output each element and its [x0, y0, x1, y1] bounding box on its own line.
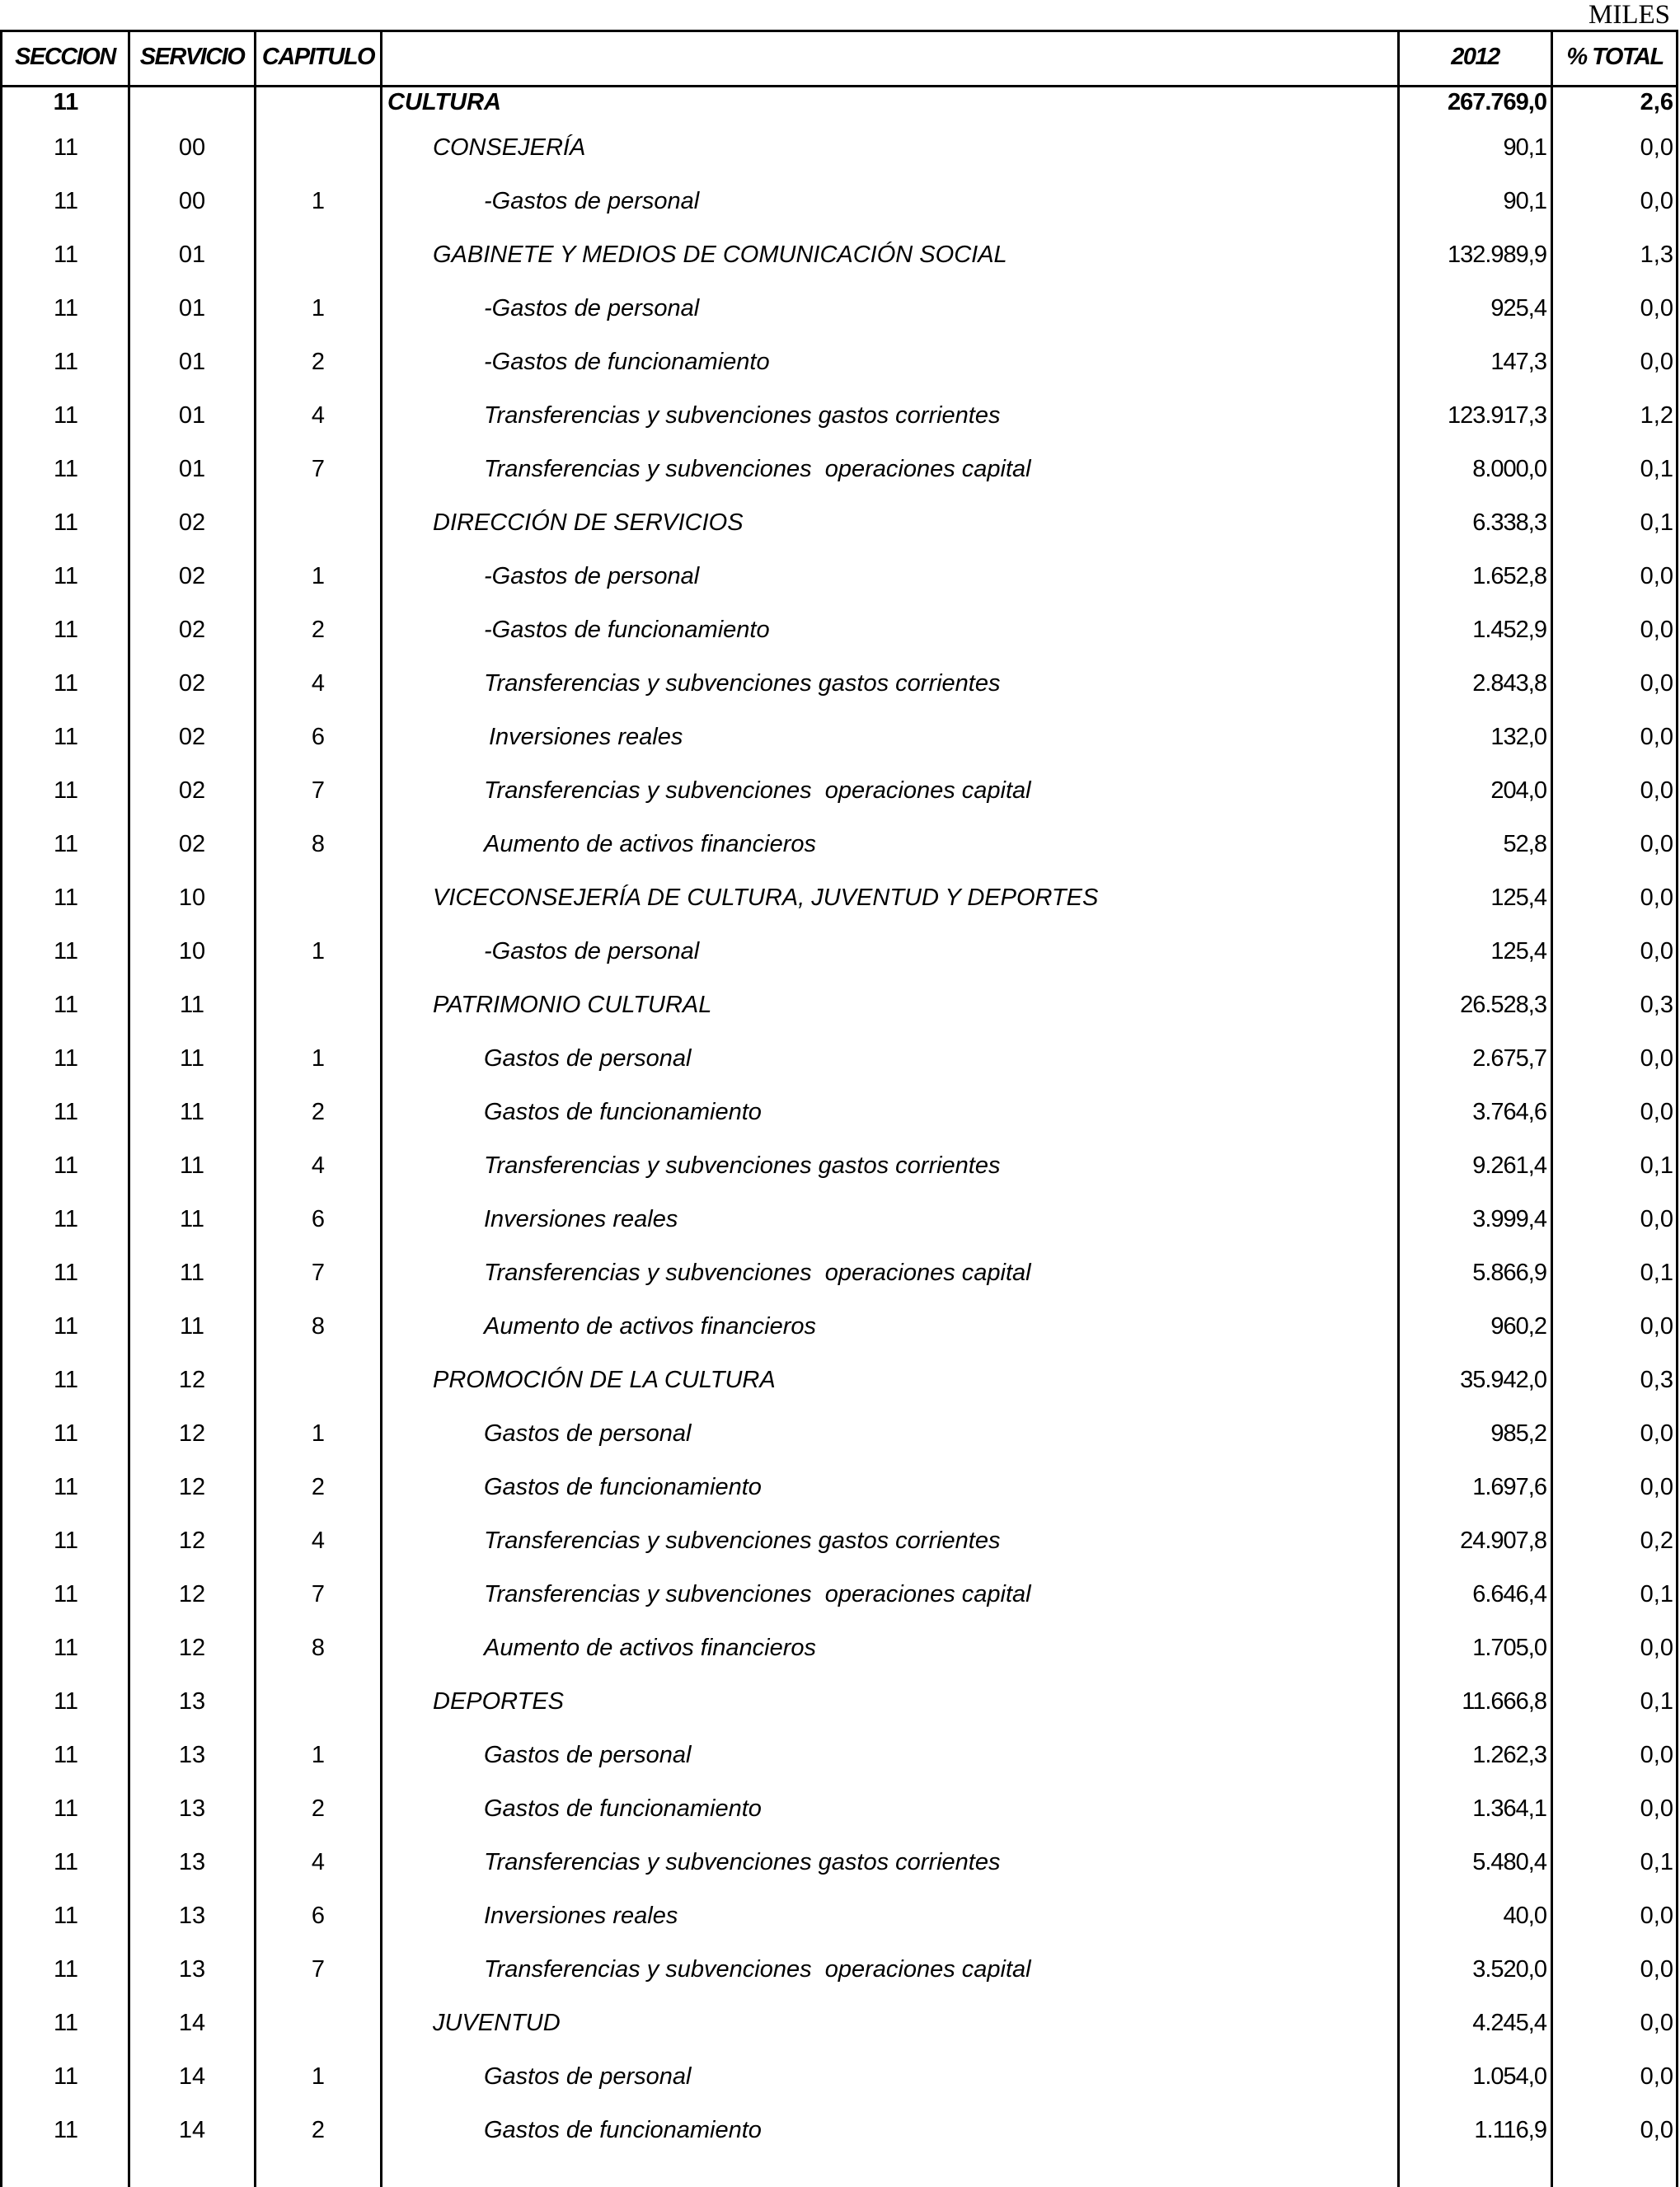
cell-capitulo: 1: [311, 188, 326, 214]
cell-pct-total: 0,1: [1640, 456, 1673, 482]
cell-descripcion: PROMOCIÓN DE LA CULTURA: [433, 1367, 776, 1393]
cell-servicio: [130, 87, 254, 124]
cell-servicio: 11: [179, 1045, 205, 1072]
header-seccion: SECCION: [15, 44, 115, 70]
table-row: [0, 1035, 1678, 1089]
cell-pct-total: 0,0: [1640, 1956, 1673, 1983]
table-row: [0, 767, 1678, 821]
table-row: [0, 1464, 1678, 1518]
header-capitulo: CAPITULO: [261, 44, 375, 70]
cell-seccion: 11: [53, 1688, 79, 1715]
cell-pct-total: 0,0: [1640, 1206, 1673, 1232]
cell-descripcion: Gastos de personal: [484, 2063, 692, 2090]
cell-descripcion: Transferencias y subvenciones gastos corrientes: [484, 1849, 1001, 1875]
table-row: [0, 178, 1678, 232]
table-row: [0, 875, 1678, 928]
cell-amount: 90,1: [1503, 188, 1546, 214]
table-row: [0, 339, 1678, 392]
table-row-total: [0, 87, 1678, 124]
cell-descripcion: Transferencias y subvenciones gastos corrientes: [484, 1152, 1001, 1179]
cell-pct-total: 0,1: [1640, 509, 1673, 536]
cell-servicio: 02: [178, 509, 206, 536]
cell-amount: 35.942,0: [1460, 1367, 1546, 1393]
cell-descripcion: -Gastos de personal: [484, 188, 700, 214]
cell-servicio: 13: [178, 1956, 206, 1983]
table-row: [0, 714, 1678, 767]
cell-capitulo: 4: [311, 1849, 326, 1875]
cell-seccion: 11: [53, 1635, 79, 1661]
cell-seccion: 11: [53, 1474, 79, 1500]
cell-pct-total: 0,0: [1640, 134, 1673, 161]
cell-pct-total: 2,6: [1640, 89, 1673, 115]
cell-servicio: 12: [178, 1420, 206, 1447]
header-servicio: SERVICIO: [139, 44, 245, 70]
cell-seccion: 11: [53, 1528, 79, 1554]
cell-pct-total: 0,1: [1640, 1849, 1673, 1875]
cell-pct-total: 0,0: [1640, 2010, 1673, 2036]
cell-seccion: 11: [53, 1152, 79, 1179]
cell-pct-total: 0,0: [1640, 1045, 1673, 1072]
cell-amount: 3.999,4: [1472, 1206, 1546, 1232]
cell-servicio: 11: [179, 1099, 205, 1125]
cell-capitulo: [256, 1678, 380, 1732]
cell-servicio: 02: [178, 563, 206, 589]
cell-descripcion: Gastos de funcionamiento: [484, 1099, 762, 1125]
cell-pct-total: 0,2: [1640, 1528, 1673, 1554]
cell-capitulo: 1: [311, 1742, 326, 1768]
cell-descripcion: Transferencias y subvenciones operaciones capital: [484, 456, 1031, 482]
cell-amount: 2.675,7: [1472, 1045, 1546, 1072]
cell-servicio: 02: [178, 617, 206, 643]
table-row: [0, 1786, 1678, 1839]
table-row: [0, 1250, 1678, 1303]
cell-servicio: 13: [178, 1688, 206, 1715]
cell-amount: 11.666,8: [1462, 1688, 1546, 1715]
cell-servicio: 12: [178, 1367, 206, 1393]
cell-amount: 123.917,3: [1447, 402, 1546, 429]
cell-pct-total: 0,1: [1640, 1260, 1673, 1286]
cell-descripcion: -Gastos de personal: [484, 295, 700, 321]
cell-amount: 960,2: [1490, 1313, 1546, 1340]
cell-amount: 5.480,4: [1472, 1849, 1546, 1875]
table-header: [0, 30, 1678, 87]
cell-capitulo: [256, 500, 380, 553]
cell-pct-total: 0,0: [1640, 563, 1673, 589]
cell-pct-total: 0,0: [1640, 1795, 1673, 1822]
cell-pct-total: 0,0: [1640, 2063, 1673, 2090]
cell-amount: 204,0: [1490, 777, 1546, 804]
cell-capitulo: 2: [311, 349, 326, 375]
cell-pct-total: 0,0: [1640, 1420, 1673, 1447]
table-row: [0, 1839, 1678, 1893]
cell-descripcion: GABINETE Y MEDIOS DE COMUNICACIÓN SOCIAL: [433, 242, 1007, 268]
cell-pct-total: 0,0: [1640, 1903, 1673, 1929]
cell-pct-total: 0,0: [1640, 938, 1673, 964]
cell-amount: 24.907,8: [1460, 1528, 1546, 1554]
cell-seccion: 11: [53, 2117, 79, 2143]
cell-amount: 1.652,8: [1472, 563, 1546, 589]
cell-amount: 26.528,3: [1460, 992, 1546, 1018]
cell-pct-total: 0,0: [1640, 1474, 1673, 1500]
table-row: [0, 392, 1678, 446]
cell-capitulo: 4: [311, 1528, 326, 1554]
table-row: [0, 553, 1678, 607]
cell-seccion: 11: [53, 456, 79, 482]
cell-pct-total: 0,1: [1640, 1152, 1673, 1179]
cell-capitulo: 7: [311, 1956, 326, 1983]
cell-amount: 125,4: [1490, 938, 1546, 964]
cell-servicio: 11: [179, 1152, 205, 1179]
cell-amount: 1.697,6: [1472, 1474, 1546, 1500]
cell-capitulo: [256, 87, 380, 124]
table-row: [0, 982, 1678, 1035]
table-row: [0, 2000, 1678, 2053]
cell-pct-total: 0,0: [1640, 188, 1673, 214]
cell-amount: 2.843,8: [1472, 670, 1546, 697]
cell-descripcion: Aumento de activos financieros: [484, 1635, 816, 1661]
cell-seccion: 11: [53, 1903, 79, 1929]
cell-pct-total: 0,0: [1640, 831, 1673, 857]
cell-descripcion: JUVENTUD: [433, 2010, 561, 2036]
cell-amount: 4.245,4: [1472, 2010, 1546, 2036]
cell-capitulo: 8: [311, 1313, 326, 1340]
cell-servicio: 13: [178, 1795, 206, 1822]
table-row: [0, 1089, 1678, 1143]
cell-capitulo: [256, 2000, 380, 2053]
cell-descripcion: Gastos de funcionamiento: [484, 2117, 762, 2143]
cell-servicio: 13: [178, 1849, 206, 1875]
cell-capitulo: 6: [311, 1206, 326, 1232]
cell-servicio: 12: [178, 1474, 206, 1500]
cell-servicio: 01: [178, 402, 206, 429]
cell-descripcion: Transferencias y subvenciones operaciones capital: [484, 1260, 1031, 1286]
table-row: [0, 1143, 1678, 1196]
cell-servicio: 14: [178, 2010, 206, 2036]
cell-descripcion: Transferencias y subvenciones gastos corrientes: [484, 402, 1001, 429]
cell-seccion: 11: [53, 1045, 79, 1072]
cell-amount: 52,8: [1503, 831, 1546, 857]
cell-seccion: 11: [53, 242, 79, 268]
cell-seccion: 11: [53, 1206, 79, 1232]
cell-seccion: 11: [53, 1313, 79, 1340]
cell-pct-total: 0,1: [1640, 1581, 1673, 1607]
cell-pct-total: 0,0: [1640, 885, 1673, 911]
cell-servicio: 01: [178, 456, 206, 482]
cell-seccion: 11: [53, 938, 79, 964]
cell-pct-total: 0,0: [1640, 777, 1673, 804]
header-year: 2012: [1451, 44, 1499, 70]
cell-seccion: 11: [53, 1420, 79, 1447]
cell-descripcion: Gastos de personal: [484, 1420, 692, 1447]
cell-capitulo: [256, 232, 380, 285]
cell-seccion: 11: [53, 617, 79, 643]
cell-servicio: 02: [178, 777, 206, 804]
cell-seccion: 11: [53, 1367, 79, 1393]
cell-capitulo: 1: [311, 938, 326, 964]
unit-label: MILES: [1588, 0, 1670, 30]
table-row: [0, 1357, 1678, 1410]
cell-amount: 267.769,0: [1447, 89, 1546, 115]
cell-capitulo: [256, 982, 380, 1035]
table-body: [0, 87, 1678, 2161]
cell-seccion: 11: [53, 1260, 79, 1286]
cell-seccion: 11: [53, 2010, 79, 2036]
cell-seccion: 11: [53, 670, 79, 697]
cell-pct-total: 0,0: [1640, 1099, 1673, 1125]
cell-descripcion: Transferencias y subvenciones operaciones capital: [484, 1956, 1031, 1983]
cell-descripcion: Aumento de activos financieros: [484, 1313, 816, 1340]
cell-capitulo: 6: [311, 1903, 326, 1929]
cell-capitulo: 8: [311, 831, 326, 857]
table-row: [0, 1303, 1678, 1357]
table-row: [0, 821, 1678, 875]
cell-servicio: 12: [178, 1581, 206, 1607]
cell-seccion: 11: [53, 509, 79, 536]
cell-servicio: 11: [179, 992, 205, 1018]
table-row: [0, 1196, 1678, 1250]
cell-servicio: 14: [178, 2063, 206, 2090]
cell-amount: 132,0: [1490, 724, 1546, 750]
cell-capitulo: 1: [311, 295, 326, 321]
cell-servicio: 10: [178, 885, 206, 911]
table-row: [0, 607, 1678, 660]
cell-descripcion: VICECONSEJERÍA DE CULTURA, JUVENTUD Y DEPORTES: [433, 885, 1099, 911]
cell-capitulo: 7: [311, 456, 326, 482]
cell-seccion: 11: [53, 724, 79, 750]
cell-servicio: 01: [178, 295, 206, 321]
cell-descripcion: -Gastos de personal: [484, 563, 700, 589]
cell-seccion: 11: [53, 1099, 79, 1125]
table-row: [0, 928, 1678, 982]
cell-descripcion: DEPORTES: [433, 1688, 565, 1715]
table-row: [0, 1893, 1678, 1946]
cell-pct-total: 1,3: [1640, 242, 1673, 268]
cell-seccion: 11: [53, 992, 79, 1018]
cell-capitulo: 2: [311, 1099, 326, 1125]
cell-amount: 90,1: [1503, 134, 1546, 161]
cell-servicio: 13: [178, 1903, 206, 1929]
cell-servicio: 00: [178, 188, 206, 214]
cell-amount: 1.054,0: [1472, 2063, 1546, 2090]
cell-capitulo: 1: [311, 1045, 326, 1072]
cell-seccion: 11: [53, 402, 79, 429]
cell-capitulo: 7: [311, 1581, 326, 1607]
cell-capitulo: 4: [311, 1152, 326, 1179]
cell-servicio: 01: [178, 349, 206, 375]
cell-servicio: 12: [178, 1528, 206, 1554]
cell-seccion: 11: [53, 2063, 79, 2090]
cell-descripcion: Inversiones reales: [484, 1903, 678, 1929]
cell-seccion: 11: [53, 831, 79, 857]
cell-seccion: 11: [53, 885, 79, 911]
cell-seccion: 11: [53, 134, 79, 161]
cell-amount: 3.764,6: [1472, 1099, 1546, 1125]
cell-amount: 147,3: [1490, 349, 1546, 375]
cell-descripcion: Gastos de personal: [484, 1742, 692, 1768]
cell-descripcion: Gastos de funcionamiento: [484, 1795, 762, 1822]
cell-capitulo: 2: [311, 1474, 326, 1500]
cell-descripcion: Inversiones reales: [484, 1206, 678, 1232]
cell-descripcion: -Gastos de funcionamiento: [484, 349, 770, 375]
cell-descripcion: Gastos de funcionamiento: [484, 1474, 762, 1500]
cell-amount: 8.000,0: [1472, 456, 1546, 482]
cell-pct-total: 1,2: [1640, 402, 1673, 429]
cell-amount: 6.338,3: [1472, 509, 1546, 536]
cell-capitulo: [256, 124, 380, 178]
cell-pct-total: 0,0: [1640, 1742, 1673, 1768]
table-row: [0, 1625, 1678, 1678]
table-row: [0, 1732, 1678, 1786]
cell-capitulo: 1: [311, 1420, 326, 1447]
cell-capitulo: 6: [311, 724, 326, 750]
cell-descripcion: Transferencias y subvenciones operaciones capital: [484, 777, 1031, 804]
table-row: [0, 1946, 1678, 2000]
cell-capitulo: 1: [311, 2063, 326, 2090]
cell-capitulo: 7: [311, 1260, 326, 1286]
cell-pct-total: 0,0: [1640, 2117, 1673, 2143]
cell-seccion: 11: [53, 188, 79, 214]
table-row: [0, 1571, 1678, 1625]
table-row: [0, 232, 1678, 285]
table-row: [0, 660, 1678, 714]
table-row: [0, 1518, 1678, 1571]
cell-servicio: 12: [178, 1635, 206, 1661]
cell-descripcion: Transferencias y subvenciones gastos corrientes: [484, 670, 1001, 697]
cell-capitulo: 2: [311, 2117, 326, 2143]
cell-servicio: 10: [178, 938, 206, 964]
cell-capitulo: 1: [311, 563, 326, 589]
cell-descripcion: DIRECCIÓN DE SERVICIOS: [433, 509, 744, 536]
cell-seccion: 11: [53, 1956, 79, 1983]
cell-servicio: 02: [178, 670, 206, 697]
cell-descripcion: Transferencias y subvenciones operaciones capital: [484, 1581, 1031, 1607]
table-row: [0, 1410, 1678, 1464]
cell-descripcion: PATRIMONIO CULTURAL: [433, 992, 712, 1018]
cell-capitulo: 8: [311, 1635, 326, 1661]
cell-amount: 132.989,9: [1447, 242, 1546, 268]
table-row: [0, 2053, 1678, 2107]
cell-pct-total: 0,0: [1640, 295, 1673, 321]
cell-descripcion: CONSEJERÍA: [433, 134, 586, 161]
cell-seccion: 11: [53, 349, 79, 375]
cell-servicio: 13: [178, 1742, 206, 1768]
cell-amount: 3.520,0: [1472, 1956, 1546, 1983]
table-row: [0, 1678, 1678, 1732]
cell-amount: 1.364,1: [1472, 1795, 1546, 1822]
cell-descripcion: -Gastos de personal: [484, 938, 700, 964]
cell-seccion: 11: [53, 777, 79, 804]
cell-servicio: 00: [178, 134, 206, 161]
cell-descripcion: Aumento de activos financieros: [484, 831, 816, 857]
cell-pct-total: 0,0: [1640, 724, 1673, 750]
table-row: [0, 446, 1678, 500]
cell-capitulo: 2: [311, 1795, 326, 1822]
cell-servicio: 11: [179, 1260, 205, 1286]
cell-servicio: 11: [179, 1313, 205, 1340]
cell-pct-total: 0,1: [1640, 1688, 1673, 1715]
header-descripcion: [382, 30, 1397, 85]
cell-capitulo: 4: [311, 670, 326, 697]
cell-servicio: 14: [178, 2117, 206, 2143]
cell-pct-total: 0,0: [1640, 617, 1673, 643]
cell-amount: 9.261,4: [1472, 1152, 1546, 1179]
cell-pct-total: 0,3: [1640, 1367, 1673, 1393]
cell-amount: 925,4: [1490, 295, 1546, 321]
cell-amount: 1.452,9: [1472, 617, 1546, 643]
cell-amount: 985,2: [1490, 1420, 1546, 1447]
table-row: [0, 124, 1678, 178]
cell-descripcion: Gastos de personal: [484, 1045, 692, 1072]
header-pct-total: % TOTAL: [1566, 44, 1664, 70]
cell-descripcion: Transferencias y subvenciones gastos corrientes: [484, 1528, 1001, 1554]
cell-pct-total: 0,3: [1640, 992, 1673, 1018]
cell-amount: 40,0: [1503, 1903, 1546, 1929]
cell-servicio: 11: [179, 1206, 205, 1232]
table-row: [0, 2107, 1678, 2161]
cell-seccion: 11: [53, 563, 79, 589]
cell-pct-total: 0,0: [1640, 1635, 1673, 1661]
table-row: [0, 285, 1678, 339]
cell-capitulo: [256, 1357, 380, 1410]
cell-descripcion: Inversiones reales: [489, 724, 683, 750]
cell-pct-total: 0,0: [1640, 1313, 1673, 1340]
cell-pct-total: 0,0: [1640, 349, 1673, 375]
cell-servicio: 01: [178, 242, 206, 268]
cell-amount: 5.866,9: [1472, 1260, 1546, 1286]
cell-amount: 1.705,0: [1472, 1635, 1546, 1661]
cell-capitulo: 4: [311, 402, 326, 429]
cell-servicio: 02: [178, 831, 206, 857]
cell-seccion: 11: [53, 1849, 79, 1875]
cell-amount: 1.116,9: [1474, 2117, 1546, 2143]
cell-capitulo: 7: [311, 777, 326, 804]
cell-amount: 125,4: [1490, 885, 1546, 911]
cell-amount: 6.646,4: [1472, 1581, 1546, 1607]
cell-servicio: 02: [178, 724, 206, 750]
cell-descripcion: -Gastos de funcionamiento: [484, 617, 770, 643]
cell-seccion: 11: [53, 89, 79, 115]
cell-amount: 1.262,3: [1472, 1742, 1546, 1768]
cell-capitulo: [256, 875, 380, 928]
cell-capitulo: 2: [311, 617, 326, 643]
cell-seccion: 11: [53, 1795, 79, 1822]
cell-seccion: 11: [53, 1742, 79, 1768]
cell-descripcion: CULTURA: [387, 89, 501, 115]
cell-seccion: 11: [53, 1581, 79, 1607]
cell-pct-total: 0,0: [1640, 670, 1673, 697]
table-row: [0, 500, 1678, 553]
cell-seccion: 11: [53, 295, 79, 321]
